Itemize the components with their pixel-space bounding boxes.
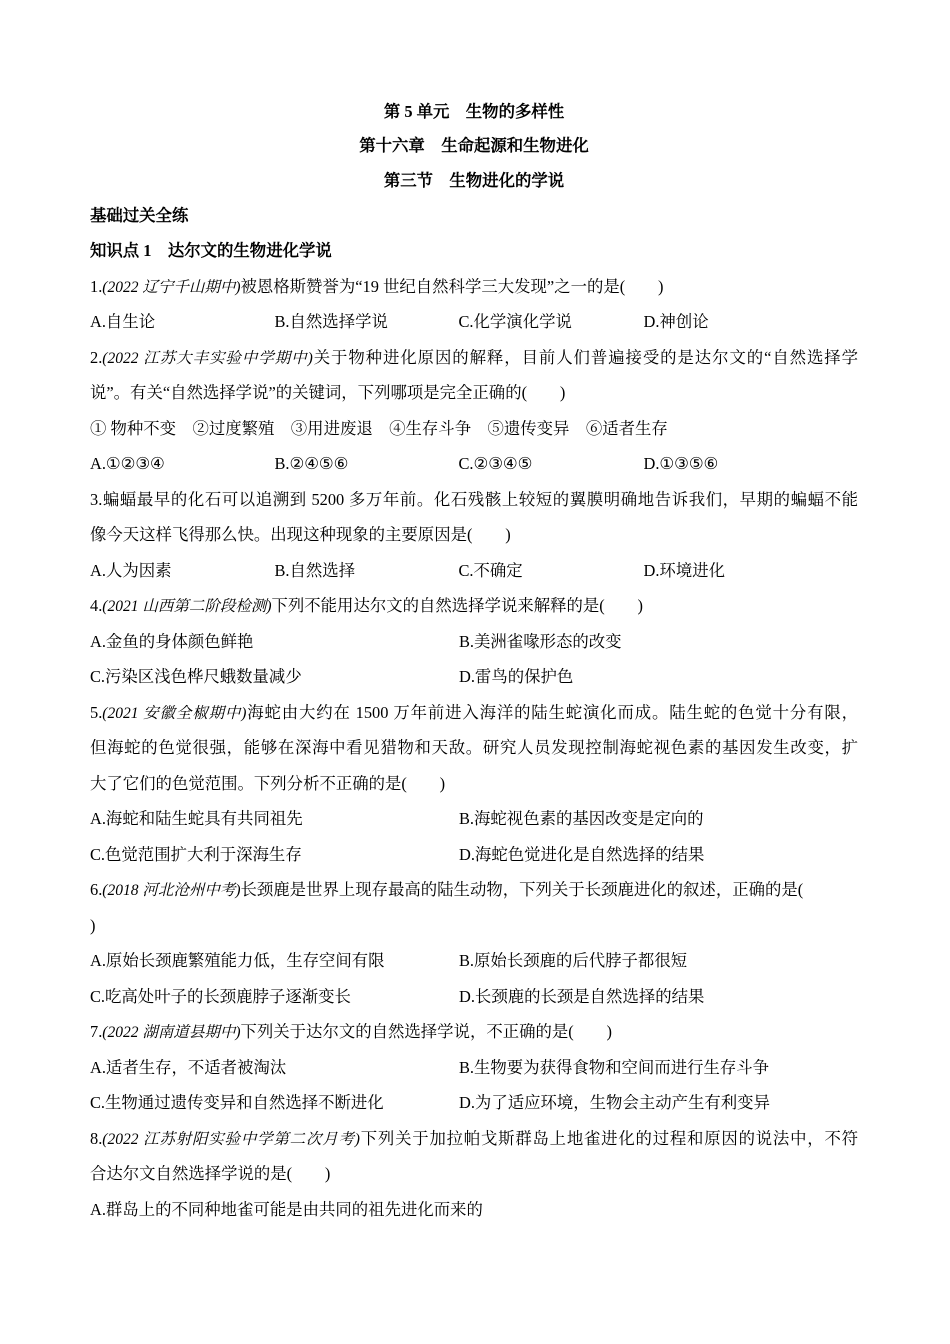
question-number: 7.: [90, 1022, 103, 1042]
question-stem-line: 大了它们的色觉范围。下列分析不正确的是( ): [90, 773, 446, 793]
option-d: D.长颈鹿的长颈是自然选择的结果: [459, 986, 705, 1006]
option-a: A.自生论: [90, 312, 156, 332]
option-d: D.海蛇色觉进化是自然选择的结果: [459, 844, 705, 864]
question-2: [90, 340, 858, 482]
question-stem-line: ): [90, 915, 96, 935]
question-text: 海蛇由大约在 1500 万年前进入海洋的陆生蛇演化而成。陆生蛇的色觉十分有限，: [246, 702, 858, 722]
unit-title: 第 5 单元 生物的多样性: [383, 101, 565, 121]
options-row: [90, 304, 858, 340]
question-number: 3.: [90, 489, 103, 509]
option-c: C.生物通过遗传变异和自然选择不断进化: [90, 1093, 384, 1113]
question-text: 蝙蝠最早的化石可以追溯到 5200 多万年前。化石残骸上较短的翼膜明确地告诉我们，早期的蝙蝠不能: [102, 489, 858, 509]
question-items: ① 物种不变 ②过度繁殖 ③用进废退 ④生存斗争 ⑤遗传变异 ⑥适者生存: [90, 418, 668, 438]
options-row: [90, 979, 858, 1015]
option-b: B.海蛇视色素的基因改变是定向的: [459, 809, 704, 829]
knowledge-point-title: 知识点 1 达尔文的生物进化学说: [90, 240, 332, 260]
question-text: 长颈鹿是世界上现存最高的陆生动物，下列关于长颈鹿进化的叙述，正确的是(: [240, 880, 804, 900]
question-source: (2022 湖南道县期中): [102, 1024, 241, 1042]
question-3: [90, 482, 858, 589]
question-text: 下列不能用达尔文的自然选择学说来解释的是( ): [271, 596, 644, 616]
option-c: C.吃高处叶子的长颈鹿脖子逐渐变长: [90, 986, 351, 1006]
option-d: D.神创论: [643, 312, 709, 332]
option-c: C.色觉范围扩大利于深海生存: [90, 844, 302, 864]
option-d: D.环境进化: [643, 560, 725, 580]
question-stem-line: 合达尔文自然选择学说的是( ): [90, 1164, 331, 1184]
option-c: C.污染区浅色桦尺蛾数量减少: [90, 667, 302, 687]
question-text: 关于物种进化原因的解释，目前人们普遍接受的是达尔文的“自然选择学: [312, 347, 858, 367]
option-a: A.海蛇和陆生蛇具有共同祖先: [90, 809, 303, 829]
question-source: (2021 安徽全椒期中): [102, 704, 247, 722]
question-source: (2022 江苏大丰实验中学期中): [102, 349, 313, 367]
question-stem-line: [90, 482, 858, 518]
question-text: 下列关于达尔文的自然选择学说，不正确的是( ): [240, 1022, 613, 1042]
option-a: A.适者生存，不适者被淘汰: [90, 1057, 287, 1077]
option-b: B.自然选择: [274, 560, 356, 580]
question-6: [90, 872, 858, 1014]
question-stem-line: [90, 1014, 858, 1050]
question-stem-line: [90, 872, 858, 908]
practice-title: 基础过关全练: [90, 205, 189, 225]
question-source: (2018 河北沧州中考): [102, 882, 241, 900]
question-stem-line: 像今天这样飞得那么快。出现这种现象的主要原因是( ): [90, 525, 511, 545]
options-row: [90, 1085, 858, 1121]
option-d: D.为了适应环境，生物会主动产生有利变异: [459, 1093, 770, 1113]
section-title: 第三节 生物进化的学说: [383, 171, 565, 191]
question-4: [90, 588, 858, 695]
question-5: [90, 695, 858, 873]
question-number: 8.: [90, 1128, 103, 1148]
question-stem-line: 但海蛇的色觉很强，能够在深海中看见猎物和天敌。研究人员发现控制海蛇视色素的基因发生改变，扩: [90, 738, 858, 758]
question-7: [90, 1014, 858, 1121]
option-a: A.群岛上的不同种地雀可能是由共同的祖先进化而来的: [90, 1199, 483, 1219]
question-number: 6.: [90, 880, 103, 900]
question-number: 4.: [90, 596, 103, 616]
options-row: [90, 837, 858, 873]
option-b: B.美洲雀喙形态的改变: [459, 631, 622, 651]
question-1: [90, 269, 858, 340]
question-text: 被恩格斯赞誉为“19 世纪自然科学三大发现”之一的是( ): [240, 276, 664, 296]
question-source: (2022 辽宁千山期中): [102, 278, 241, 296]
options-row: [90, 553, 858, 589]
question-source: (2021 山西第二阶段检测): [102, 598, 272, 616]
question-stem-line: 说”。有关“自然选择学说”的关键词，下列哪项是完全正确的( ): [90, 383, 566, 403]
question-number: 2.: [90, 347, 103, 367]
question-stem-line: [90, 340, 858, 376]
option-d: D.雷鸟的保护色: [459, 667, 574, 687]
question-number: 1.: [90, 276, 103, 296]
question-text: 下列关于加拉帕戈斯群岛上地雀进化的过程和原因的说法中，不符: [359, 1128, 858, 1148]
option-a: A.人为因素: [90, 560, 172, 580]
options-row: [90, 801, 858, 837]
options-row: [90, 1050, 858, 1086]
question-8: [90, 1121, 858, 1228]
option-c: C.②③④⑤: [458, 454, 533, 474]
option-b: B.原始长颈鹿的后代脖子都很短: [459, 951, 688, 971]
chapter-title: 第十六章 生命起源和生物进化: [359, 136, 589, 156]
question-source: (2022 江苏射阳实验中学第二次月考): [102, 1130, 360, 1148]
option-b: B.自然选择学说: [274, 312, 388, 332]
option-c: C.化学演化学说: [458, 312, 572, 332]
option-a: A.原始长颈鹿繁殖能力低，生存空间有限: [90, 951, 385, 971]
option-d: D.①③⑤⑥: [643, 454, 719, 474]
option-c: C.不确定: [458, 560, 523, 580]
question-stem-line: [90, 269, 858, 305]
page-content: [90, 95, 858, 1227]
options-row: [90, 659, 858, 695]
option-b: B.生物要为获得食物和空间而进行生存斗争: [459, 1057, 770, 1077]
options-row: [90, 943, 858, 979]
option-a: A.金鱼的身体颜色鲜艳: [90, 631, 254, 651]
option-b: B.②④⑤⑥: [274, 454, 349, 474]
question-stem-line: [90, 588, 858, 624]
question-stem-line: [90, 1121, 858, 1157]
option-a: A.①②③④: [90, 454, 165, 474]
options-row: [90, 446, 858, 482]
options-row: [90, 624, 858, 660]
question-number: 5.: [90, 702, 103, 722]
question-stem-line: [90, 695, 858, 731]
